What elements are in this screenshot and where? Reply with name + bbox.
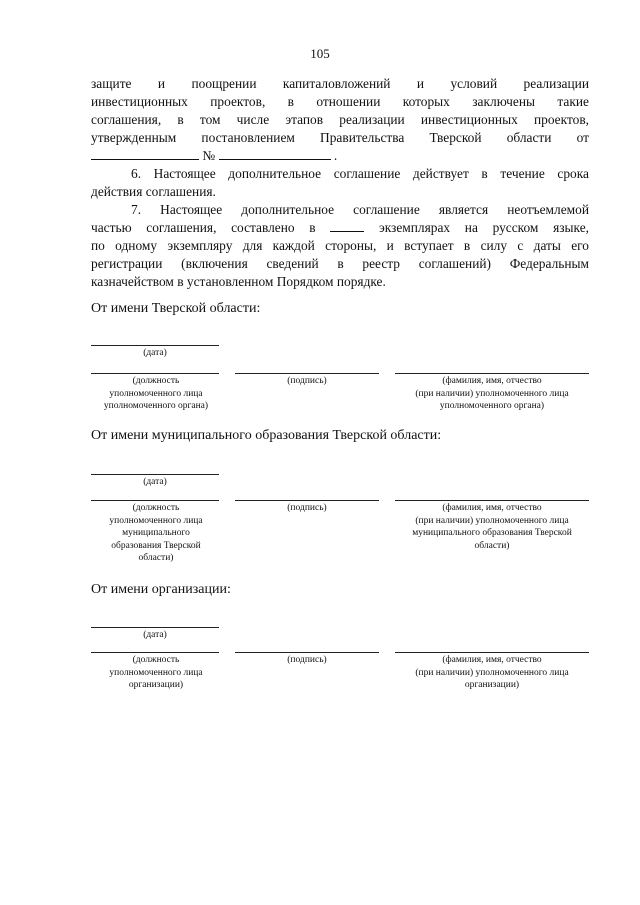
date-blank — [91, 148, 199, 160]
date-line — [91, 345, 219, 346]
period: . — [333, 148, 338, 163]
signature-line — [235, 373, 379, 374]
paragraph-7 — [91, 201, 589, 291]
position-caption: (должность уполномоченного лица уполномоченного органа) — [103, 376, 209, 411]
signature-caption: (подпись) — [287, 376, 327, 386]
text-line — [91, 219, 589, 237]
text-line: действия соглашения. — [91, 184, 216, 199]
text-line: по одному экземпляру для каждой стороны, и вступает в силу с даты его — [91, 238, 589, 253]
date-caption: (дата) — [143, 477, 167, 487]
text-line: 6. Настоящее дополнительное соглашение действует в течение срока — [131, 166, 589, 181]
signature-line — [235, 500, 379, 501]
paragraph-continuation — [91, 75, 589, 165]
text-line — [91, 147, 589, 165]
text-line: защите и поощрении капиталовложений и условий реализации — [91, 76, 589, 91]
position-line — [91, 373, 219, 374]
date-caption: (дата) — [143, 630, 167, 640]
number-sign: № — [202, 148, 216, 163]
text-line: инвестиционных проектов, в отношении которых заключены такие — [91, 94, 589, 109]
date-line — [91, 474, 219, 475]
paragraph-6 — [91, 165, 589, 201]
page-number: 105 — [310, 46, 330, 61]
signature-line — [235, 652, 379, 653]
signature-caption: (подпись) — [287, 655, 327, 665]
copies-blank — [330, 220, 364, 232]
text-line: регистрации (включения сведений в реестр соглашений) Федеральным — [91, 256, 589, 271]
name-caption: (фамилия, имя, отчество (при наличии) уполномоченного лица уполномоченного органа) — [415, 376, 569, 411]
text-line: казначейством в установленном Порядком порядке. — [91, 274, 386, 289]
text-line: 7. Настоящее дополнительное соглашение является неотъемлемой — [131, 202, 589, 217]
signature-caption: (подпись) — [287, 503, 327, 513]
text-fragment: экземплярах на русском языке, — [378, 220, 589, 235]
number-blank — [219, 148, 331, 160]
text-line: соглашения, в том числе этапов реализации инвестиционных проектов, — [91, 112, 589, 127]
name-caption: (фамилия, имя, отчество (при наличии) уполномоченного лица организации) — [415, 655, 569, 690]
text-line: утвержденным постановлением Правительства Тверской области от — [91, 130, 589, 145]
position-caption: (должность уполномоченного лица муниципального образования Тверской области) — [109, 503, 203, 563]
section-heading: От имени организации: — [91, 582, 231, 597]
name-line — [395, 500, 589, 501]
section-heading: От имени муниципального образования Тверской области: — [91, 428, 442, 443]
position-caption: (должность уполномоченного лица организации) — [109, 655, 203, 690]
name-line — [395, 373, 589, 374]
name-caption: (фамилия, имя, отчество (при наличии) уполномоченного лица муниципального образования Тверской области) — [412, 503, 572, 551]
name-line — [395, 652, 589, 653]
text-fragment: частью соглашения, составлено в — [91, 220, 316, 235]
date-caption: (дата) — [143, 348, 167, 358]
position-line — [91, 500, 219, 501]
date-line — [91, 627, 219, 628]
position-line — [91, 652, 219, 653]
section-heading: От имени Тверской области: — [91, 301, 261, 316]
